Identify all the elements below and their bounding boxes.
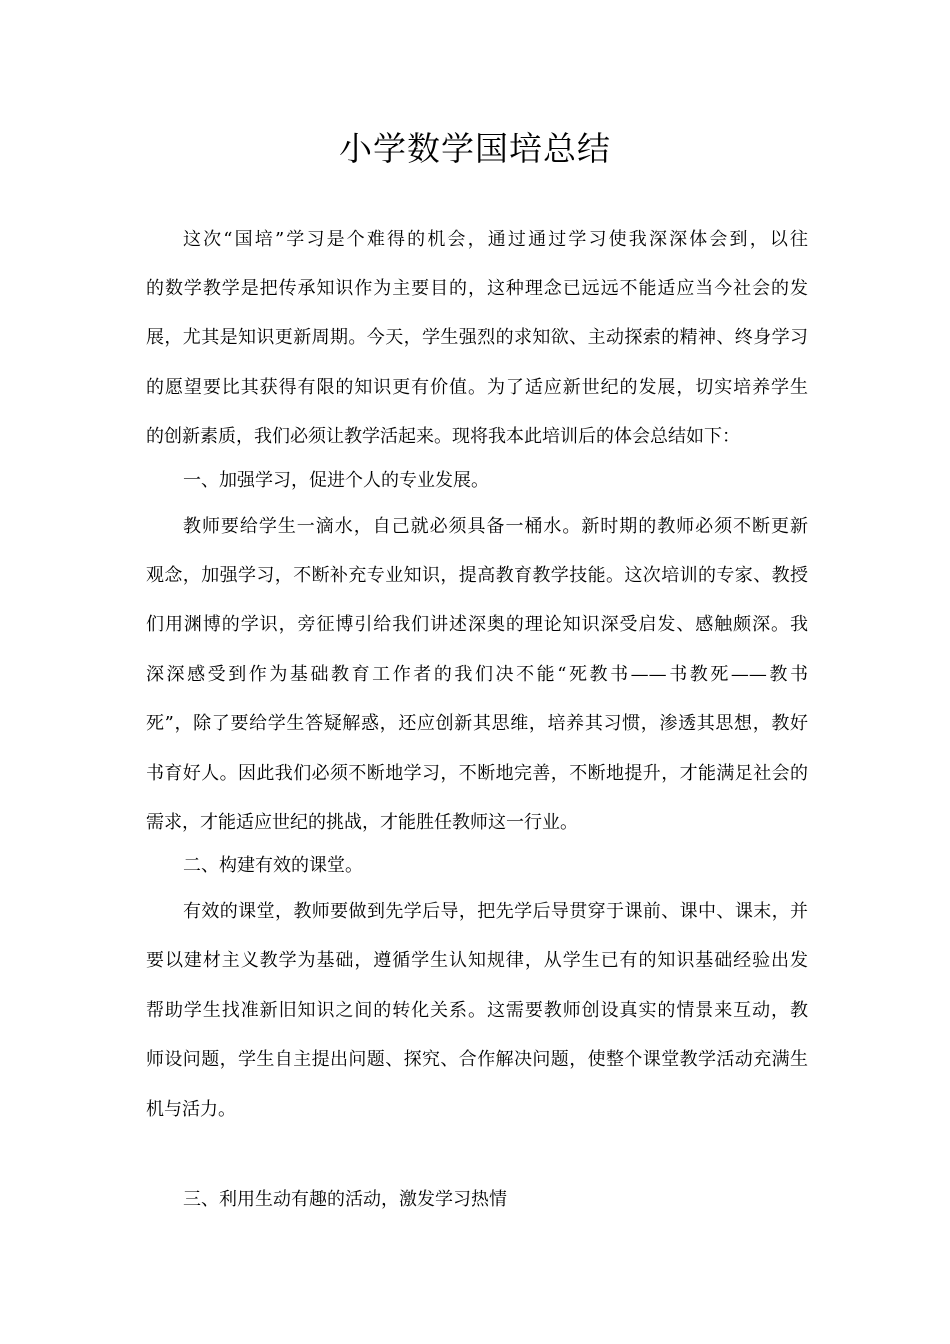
paragraph-line: 有效的课堂，教师要做到先学后导，把先学后导贯穿于课前、课中、课末，并 — [183, 901, 808, 922]
paragraph-line: 机与活力。 — [146, 1099, 236, 1120]
document-title: 小学数学国培总结 — [339, 129, 611, 168]
paragraph-line: 要以建材主义教学为基础，遵循学生认知规律，从学生已有的知识基础经验出发 — [146, 950, 808, 971]
section-heading-2: 二、构建有效的课堂。 — [183, 855, 363, 876]
paragraph-line: 需求，才能适应世纪的挑战，才能胜任教师这一行业。 — [146, 812, 578, 833]
paragraph-line: 死”，除了要给学生答疑解惑，还应创新其思维，培养其习惯，渗透其思想，教好 — [146, 713, 808, 734]
paragraph-line: 的数学教学是把传承知识作为主要目的，这种理念已远远不能适应当今社会的发 — [146, 278, 808, 299]
section-heading-1: 一、加强学习，促进个人的专业发展。 — [183, 470, 489, 491]
paragraph-line: 的愿望要比其获得有限的知识更有价值。为了适应新世纪的发展，切实培养学生 — [146, 377, 808, 398]
paragraph-line: 教师要给学生一滴水，自己就必须具备一桶水。新时期的教师必须不断更新 — [183, 516, 808, 537]
section-heading-3: 三、利用生动有趣的活动，激发学习热情 — [183, 1189, 507, 1210]
paragraph-line: 的创新素质，我们必须让教学活起来。现将我本此培训后的体会总结如下： — [146, 426, 740, 447]
paragraph-line: 展，尤其是知识更新周期。今天，学生强烈的求知欲、主动探索的精神、终身学习 — [146, 327, 808, 348]
paragraph-line: 们用渊博的学识，旁征博引给我们讲述深奥的理论知识深受启发、感触颇深。我 — [146, 614, 808, 635]
paragraph-line: 观念，加强学习，不断补充专业知识，提高教育教学技能。这次培训的专家、教授 — [146, 565, 808, 586]
paragraph-line: 帮助学生找准新旧知识之间的转化关系。这需要教师创设真实的情景来互动，教 — [146, 1000, 808, 1021]
paragraph-line: 书育好人。因此我们必须不断地学习，不断地完善，不断地提升，才能满足社会的 — [146, 763, 808, 784]
paragraph-line: 深深感受到作为基础教育工作者的我们决不能“死教书——书教死——教书 — [146, 664, 808, 685]
paragraph-line: 这次“国培”学习是个难得的机会，通过通过学习使我深深体会到，以往 — [183, 229, 808, 250]
paragraph-line: 师设问题，学生自主提出问题、探究、合作解决问题，使整个课堂教学活动充满生 — [146, 1049, 808, 1070]
